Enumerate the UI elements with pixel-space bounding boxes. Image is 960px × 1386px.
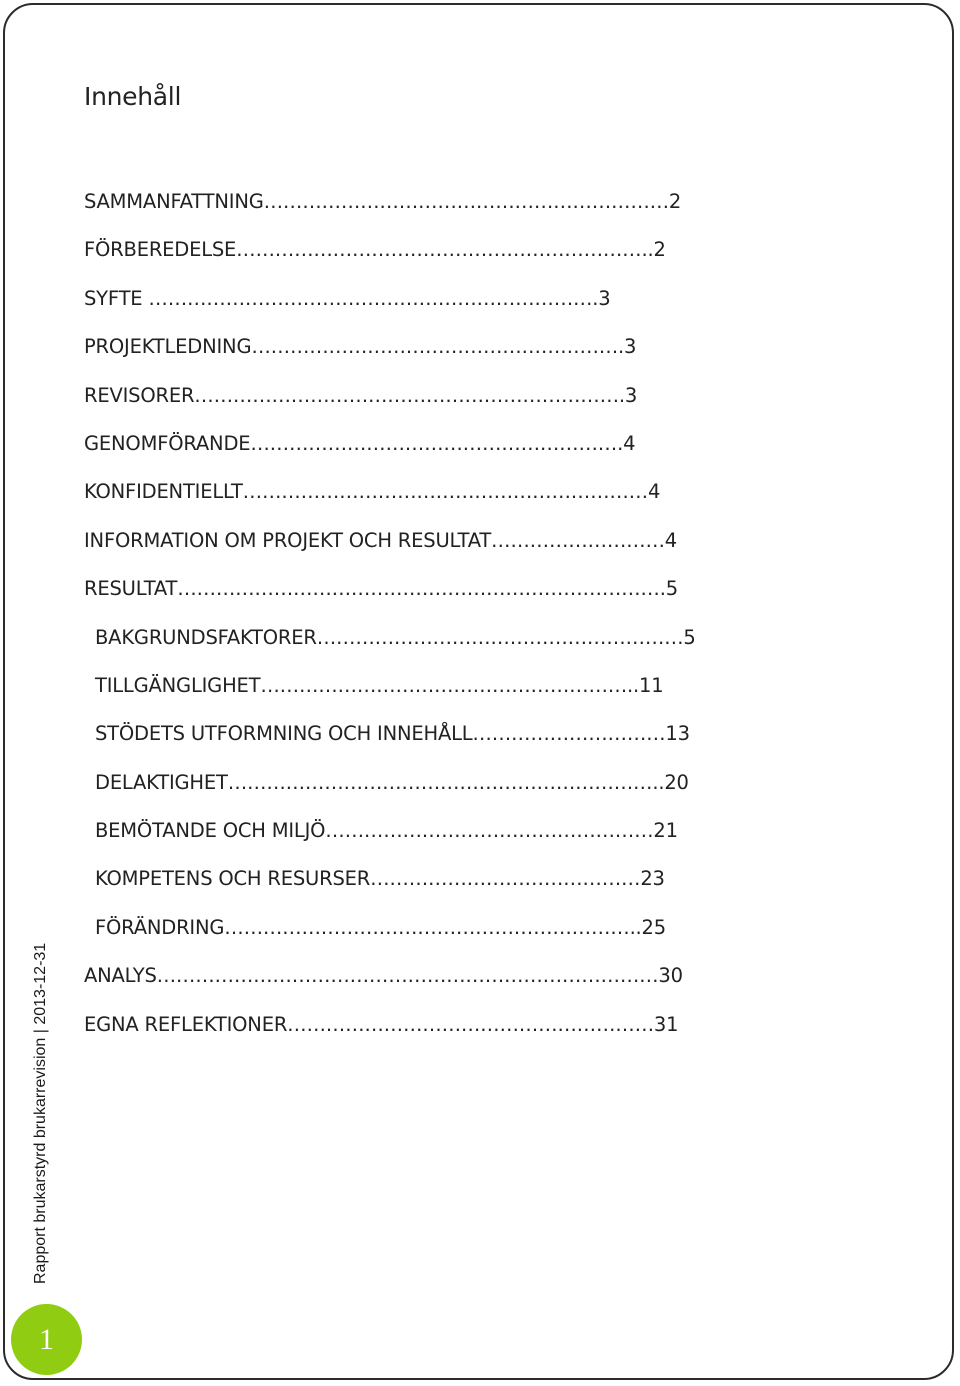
toc-list	[84, 186, 696, 1057]
toc-entry-resultat: RESULTAT………………………………………………………………….5	[84, 577, 678, 601]
toc-entry-analys: ANALYS……………………………………………………………………30	[84, 964, 683, 988]
toc-entry-syfte: SYFTE …………………………………………………………….3	[84, 286, 611, 310]
toc-entry-information: INFORMATION OM PROJEKT OCH RESULTAT………………………4	[84, 528, 677, 552]
toc-entry-tillganglighet: TILLGÄNGLIGHET…………………………………………………..11	[95, 673, 664, 697]
toc-entry-forberedelse: FÖRBEREDELSE………………………………………………………..2	[84, 238, 666, 262]
toc-entry-stodets-utformning: STÖDETS UTFORMNING OCH INNEHÅLL…………………………13	[95, 722, 690, 746]
toc-entry-forandring: FÖRÄNDRING………………………………………………………..25	[95, 915, 666, 939]
toc-entry-delaktighet: DELAKTIGHET…………………………………………………………..20	[95, 770, 689, 794]
toc-entry-bemotande: BEMÖTANDE OCH MILJÖ……………………………………………21	[95, 819, 678, 843]
page-number-badge: 1	[11, 1304, 82, 1375]
toc-entry-konfidentiellt: KONFIDENTIELLT………………………………………………………4	[84, 480, 661, 504]
toc-entry-egna-reflektioner: EGNA REFLEKTIONER…………………………………………………31	[84, 1012, 679, 1036]
toc-entry-kompetens: KOMPETENS OCH RESURSER……………………………………23	[95, 867, 665, 891]
toc-entry-projektledning: PROJEKTLEDNING………………………………………………….3	[84, 335, 637, 359]
toc-entry-revisorer: REVISORER………………………………………………………….3	[84, 383, 638, 407]
toc-entry-genomforande: GENOMFÖRANDE………………………………………………….4	[84, 431, 636, 455]
toc-entry-bakgrundsfaktorer: BAKGRUNDSFAKTORER…………………………………………………5	[95, 625, 696, 649]
toc-entry-sammanfattning: SAMMANFATTNING………………………………………………………2	[84, 190, 682, 213]
toc-heading: Innehåll	[84, 82, 182, 111]
sidebar-report-label: Rapport brukarstyrd brukarrevision | 2013-12-31	[32, 942, 49, 1284]
